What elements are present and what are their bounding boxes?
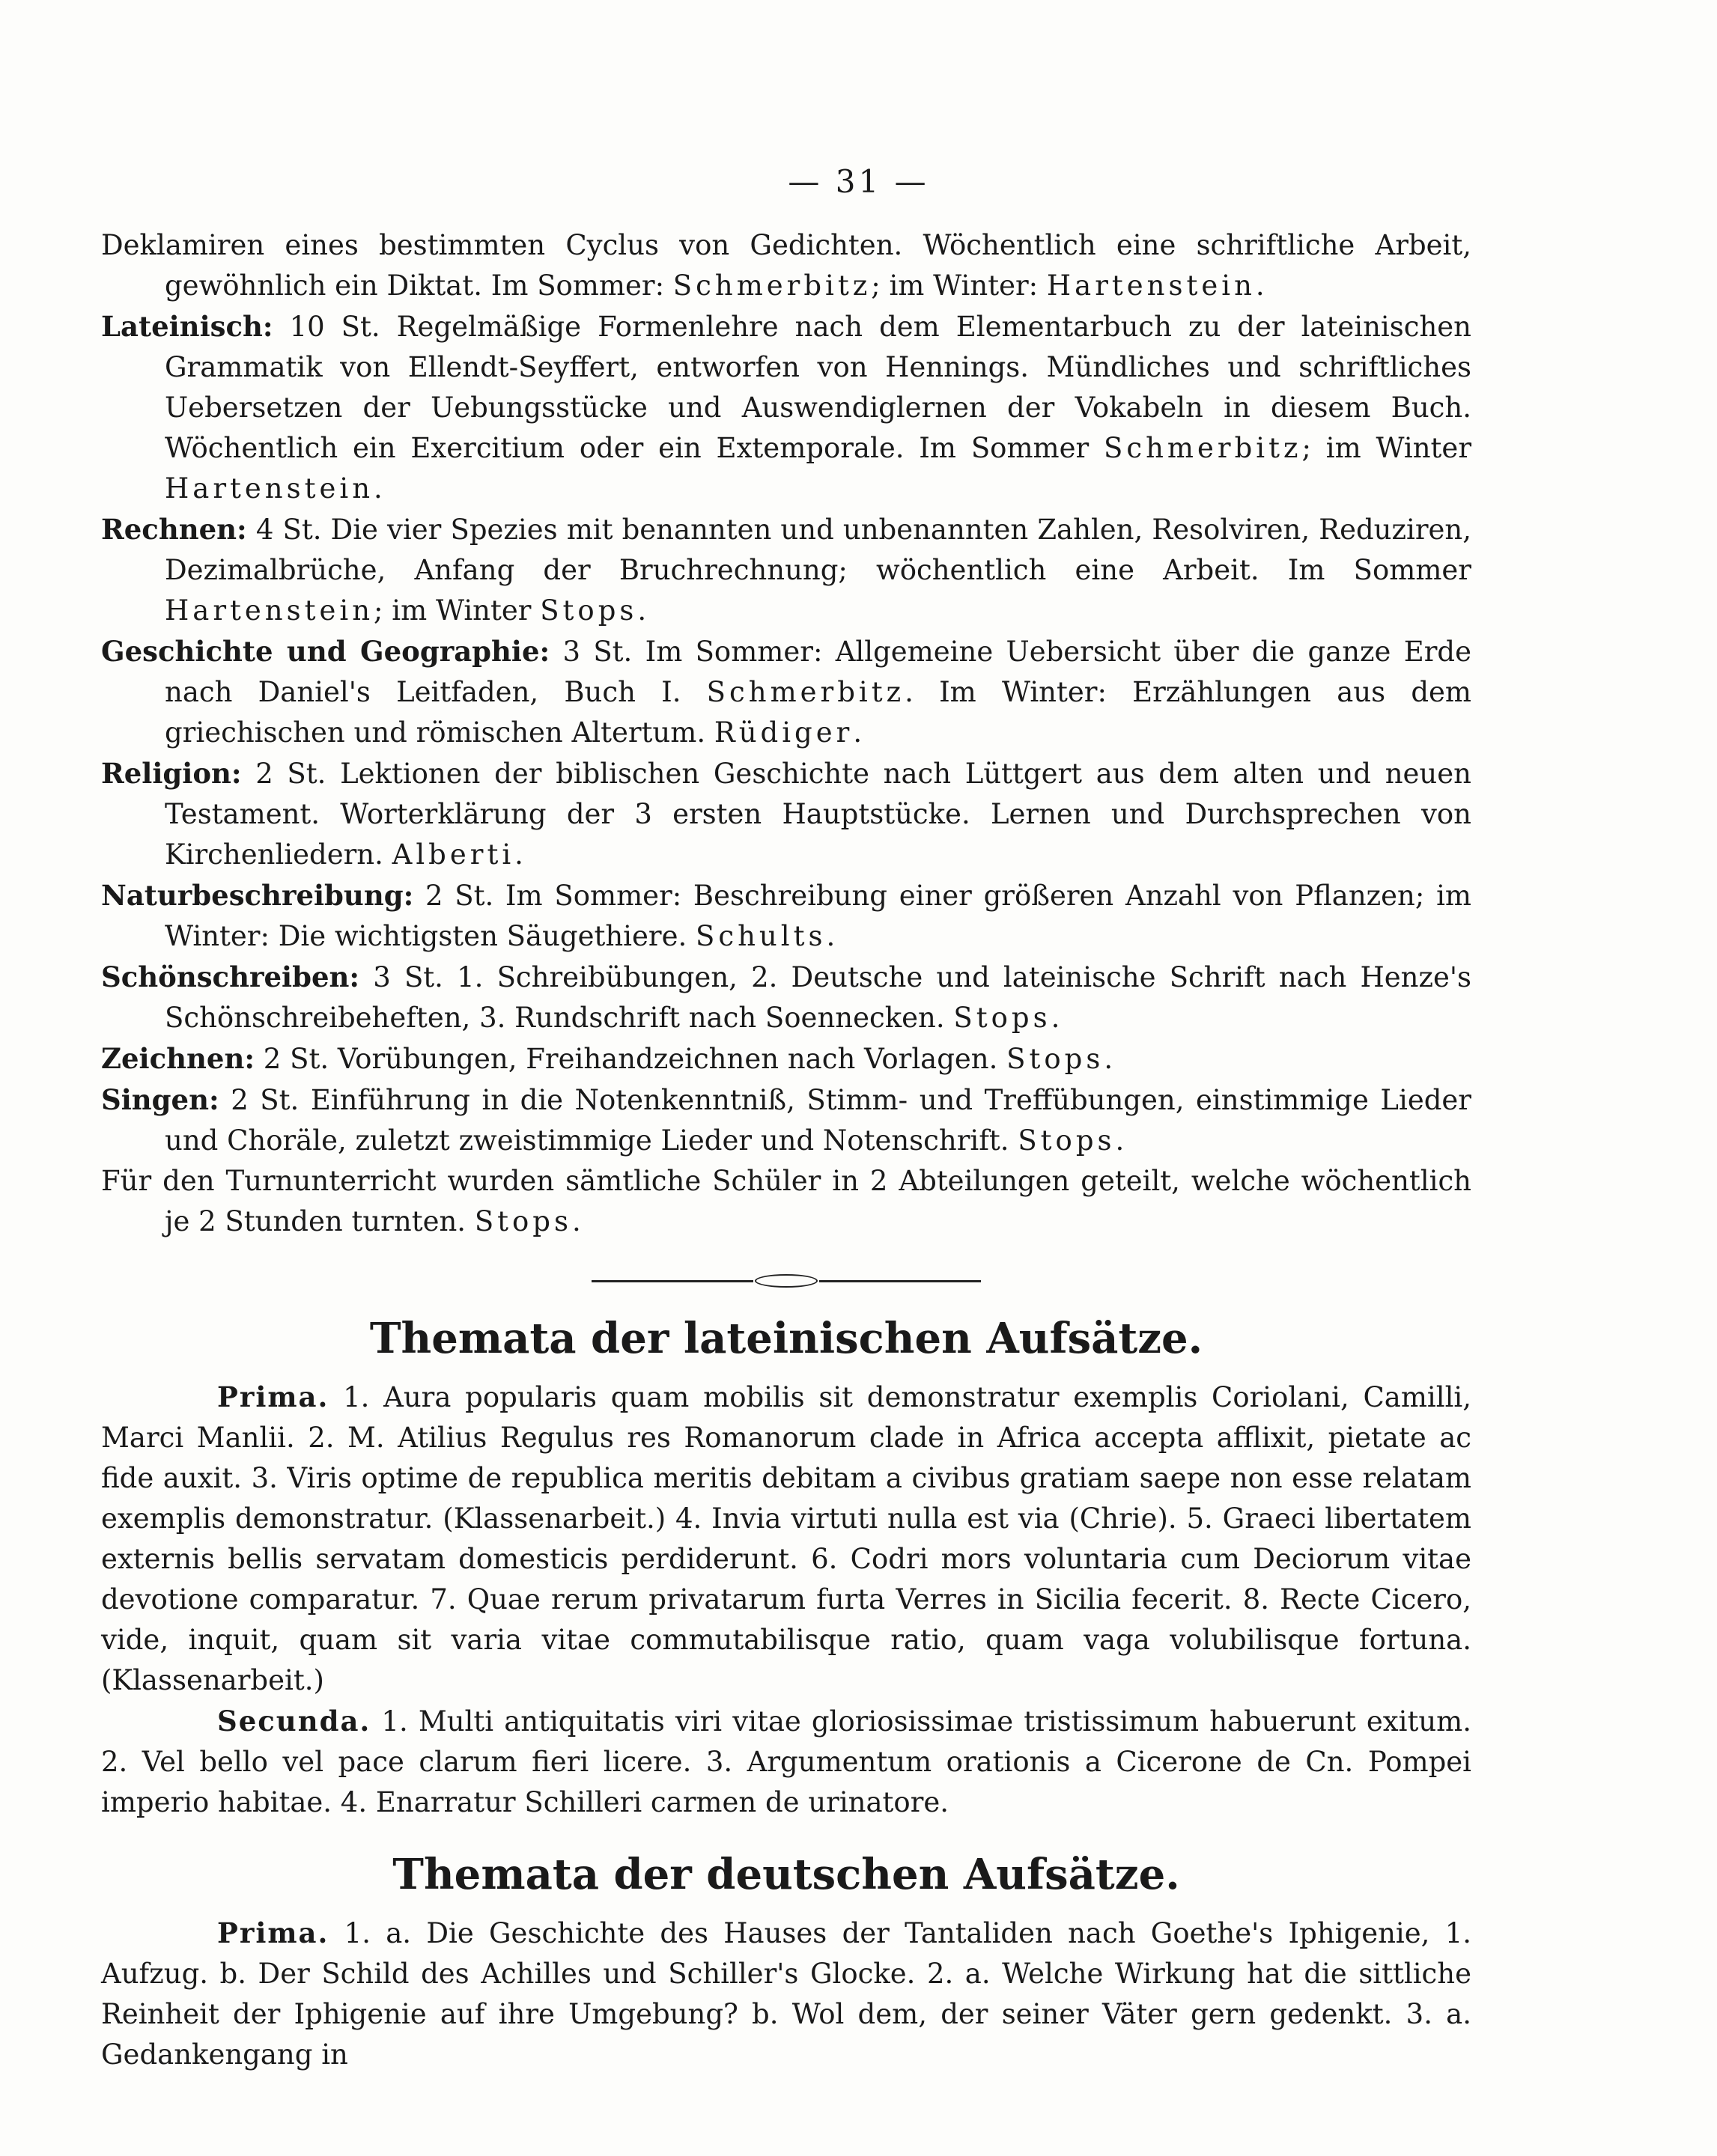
entry-text-mid: ; im Winter <box>374 594 541 627</box>
theme-list: 1. Aura popularis quam mobilis sit demonstratur exemplis Coriolani, Camilli, Marci Manlii. 2. M. Atilius Regulus res Romanorum clade in Africa accepta afflixit, pietate ac fide auxit. 3. Viris optime de republica meritis debitam a civibus gratiam saepe non esse relatam exemplis demonstratur. (Klassenarbeit.) 4. Invia virtuti nulla est via (Chrie). 5. Graeci libertatem externis bellis servatam domesticis perdiderunt. 6. Codri mors voluntaria cum Deciorum vitae devotione comparatur. 7. Quae rerum privatarum furta Verres in Sicilia fecerit. 8. Recte Cicero, vide, inquit, quam sit varia vitae commutabilisque ratio, quam vaga volubilisque fortuna. (Klassenarbeit.) <box>101 1381 1471 1696</box>
subject-label: Schönschreiben: <box>101 960 360 993</box>
latin-secunda-paragraph <box>101 1701 1471 1823</box>
curriculum-entry <box>101 306 1471 509</box>
entry-text: Für den Turnunterricht wurden sämtliche Schüler in 2 Abteilungen geteilt, welche wöchentlich je 2 Stunden turnten. <box>101 1165 1471 1237</box>
teacher-name: Stops <box>540 594 638 627</box>
page-content <box>101 225 1471 2075</box>
curriculum-entry <box>101 1079 1471 1161</box>
entry-end: . <box>514 838 523 871</box>
class-level-label: Prima. <box>217 1380 329 1413</box>
teacher-name: Stops <box>953 1002 1051 1034</box>
curriculum-entry <box>101 1161 1471 1242</box>
german-section-heading: Themata der deutschen Aufsätze. <box>392 1850 1180 1899</box>
theme-list: 1. Multi antiquitatis viri vitae gloriosissimae tristissimum habuerunt exitum. 2. Vel bello vel pace clarum fieri licere. 3. Argumentum orationis a Cicerone de Cn. Pompei imperio habitae. 4. Enarratur Schilleri carmen de urinatore. <box>101 1705 1471 1818</box>
teacher-name: Hartenstein <box>1046 270 1256 302</box>
entry-end: . <box>374 472 383 505</box>
subject-label: Geschichte und Geographie: <box>101 635 550 668</box>
entry-end: . <box>1255 270 1265 302</box>
entry-text: 2 St. Im Sommer: Beschreibung einer größeren Anzahl von Pflanzen; im Winter: Die wichtigsten Säugethiere. <box>165 880 1471 952</box>
divider-ornament <box>755 1274 818 1288</box>
entry-text: 3 St. 1. Schreibübungen, 2. Deutsche und lateinische Schrift nach Henze's Schönschreibeheften, 3. Rundschrift nach Soennecken. <box>165 961 1471 1034</box>
curriculum-entry <box>101 753 1471 875</box>
teacher-name: Schmerbitz <box>706 676 905 708</box>
teacher-name: Hartenstein <box>165 594 374 627</box>
entry-text-mid: . Im Winter: Erzählungen aus dem griechischen und römischen Altertum. <box>165 676 1471 749</box>
class-level-label: Prima. <box>217 1916 329 1949</box>
spacer <box>101 1823 1471 1842</box>
german-prima-paragraph <box>101 1913 1471 2075</box>
entry-end: . <box>1115 1124 1125 1157</box>
teacher-name: Schmerbitz <box>1104 432 1302 464</box>
entry-text: 4 St. Die vier Spezies mit benannten und unbenannten Zahlen, Resolviren, Reduziren, Dezimalbrüche, Anfang der Bruchrechnung; wöchentlich eine Arbeit. Im Sommer <box>165 514 1471 586</box>
teacher-name: Stops <box>474 1205 572 1237</box>
entry-text: 2 St. Lektionen der biblischen Geschichte nach Lüttgert aus dem alten und neuen Testament. Worterklärung der 3 ersten Hauptstücke. Lernen und Durchsprechen von Kirchenliedern. <box>165 758 1471 871</box>
curriculum-entry <box>101 957 1471 1038</box>
class-level-label: Secunda. <box>217 1705 371 1738</box>
subject-label: Lateinisch: <box>101 310 273 343</box>
entry-end: . <box>853 716 863 749</box>
entry-text-mid: ; im Winter <box>1301 432 1472 464</box>
curriculum-entry <box>101 875 1471 957</box>
entry-text: 3 St. Im Sommer: Allgemeine Uebersicht über die ganze Erde nach Daniel's Leitfaden, Buch I. <box>165 636 1472 708</box>
teacher-name: Schmerbitz <box>672 270 872 302</box>
divider-line <box>819 1280 981 1282</box>
teacher-name: Stops <box>1018 1124 1116 1157</box>
subject-label: Naturbeschreibung: <box>101 879 414 912</box>
subject-label: Religion: <box>101 757 242 790</box>
entry-text: 2 St. Einführung in die Notenkenntniß, Stimm- und Treffübungen, einstimmige Lieder und Choräle, zuletzt zweistimmige Lieder und Notenschrift. <box>165 1084 1471 1157</box>
entry-text: 2 St. Vorübungen, Freihandzeichnen nach Vorlagen. <box>255 1043 1007 1075</box>
teacher-name: Schults <box>696 920 827 952</box>
curriculum-entry <box>101 631 1471 753</box>
entry-text: Deklamiren eines bestimmten Cyclus von Gedichten. Wöchentlich eine schriftliche Arbeit, gewöhnlich ein Diktat. Im Sommer: <box>101 229 1471 302</box>
entry-end: . <box>637 594 647 627</box>
latin-section-heading: Themata der lateinischen Aufsätze. <box>369 1314 1203 1363</box>
subject-label: Singen: <box>101 1083 219 1116</box>
curriculum-entry <box>101 509 1471 631</box>
teacher-name: Alberti <box>392 838 515 871</box>
page-number: — 31 — <box>788 163 929 200</box>
teacher-name: Hartenstein <box>165 472 374 505</box>
entry-end: . <box>1104 1043 1113 1075</box>
curriculum-entry <box>101 1038 1471 1079</box>
divider-line <box>592 1280 753 1282</box>
entry-text: 10 St. Regelmäßige Formenlehre nach dem Elementarbuch zu der lateinischen Grammatik von Ellendt-Seyffert, entworfen von Hennings. Mündliches und schriftliches Uebersetzen der Uebungsstücke und Auswendiglernen der Vokabeln in diesem Buch. Wöchentlich ein Exercitium oder ein Extemporale. Im Sommer <box>165 311 1471 464</box>
entry-end: . <box>826 920 836 952</box>
latin-prima-paragraph <box>101 1377 1471 1701</box>
subject-label: Rechnen: <box>101 513 247 546</box>
theme-list: 1. a. Die Geschichte des Hauses der Tantaliden nach Goethe's Iphigenie, 1. Aufzug. b. Der Schild des Achilles und Schiller's Glocke. 2. a. Welche Wirkung hat die sittliche Reinheit der Iphigenie auf ihre Umgebung? b. Wol dem, der seiner Väter gern gedenkt. 3. a. Gedankengang in <box>101 1917 1471 2071</box>
subject-label: Zeichnen: <box>101 1042 255 1075</box>
teacher-name: Rüdiger <box>714 716 854 749</box>
entry-end: . <box>1051 1002 1060 1034</box>
entry-text-mid: ; im Winter: <box>871 270 1047 302</box>
teacher-name: Stops <box>1006 1043 1104 1075</box>
entry-end: . <box>571 1205 581 1237</box>
curriculum-entry <box>101 225 1471 306</box>
section-divider <box>592 1273 981 1288</box>
